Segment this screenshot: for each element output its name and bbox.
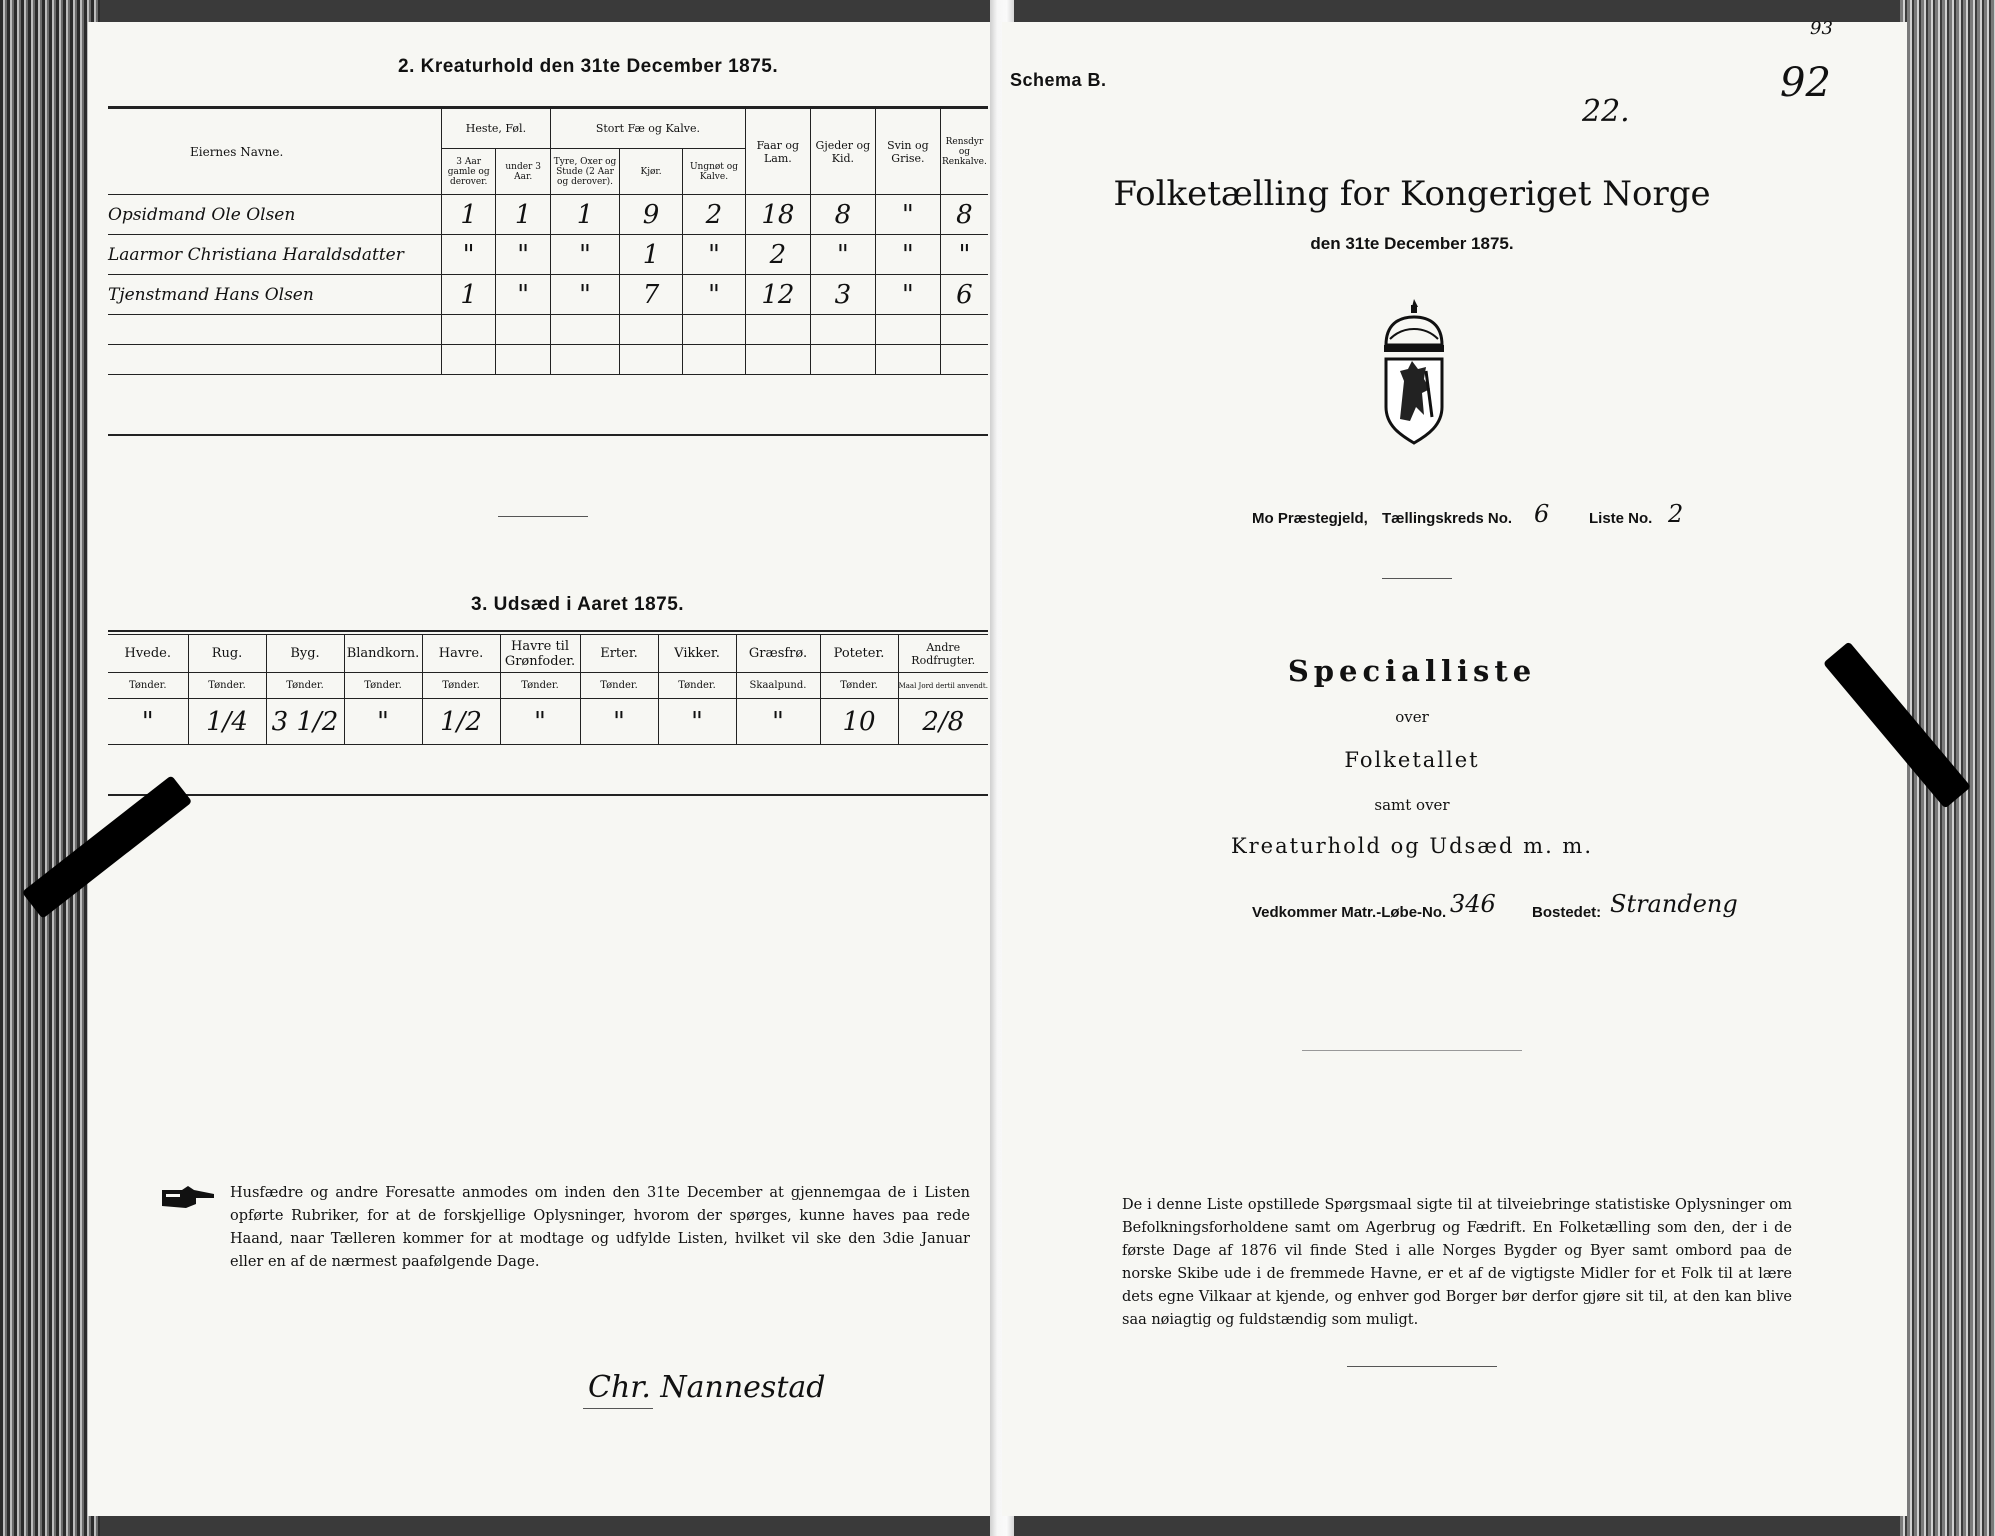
crop-label: Poteter. [820, 635, 898, 673]
table-row [108, 235, 988, 275]
cell-h2: " [496, 275, 551, 315]
cell-svin: " [875, 235, 940, 275]
page-number-corner: 92 [1780, 60, 1831, 106]
owner-name: Tjenstmand Hans Olsen [108, 275, 441, 315]
table-row-empty [108, 345, 988, 375]
crop-value: 2/8 [898, 699, 988, 745]
crop-value: " [736, 699, 820, 745]
cell-gjeder: " [810, 235, 875, 275]
bottom-rule [1347, 1366, 1497, 1367]
kreds-value: 6 [1534, 500, 1550, 528]
page-number-handwritten: 22. [1582, 94, 1630, 129]
crop-value: " [344, 699, 422, 745]
fae-sub-3: Ungnøt og Kalve. [683, 149, 746, 195]
cell-s1: " [550, 275, 619, 315]
cell-gjeder: 3 [810, 275, 875, 315]
cell-rensdyr: 6 [940, 275, 988, 315]
cell-h1: 1 [441, 275, 496, 315]
faint-rule [1302, 1050, 1522, 1051]
page-number-corner-small: 93 [1810, 18, 1833, 39]
owner-header: Eiernes Navne. [108, 109, 441, 195]
crop-unit: Maal Jord dertil anvendt. [898, 673, 988, 699]
book-edge-left [0, 0, 100, 1536]
cell-s2: 7 [620, 275, 683, 315]
cell-s3: 2 [683, 195, 746, 235]
cell-s2: 1 [620, 235, 683, 275]
cell-s3: " [683, 275, 746, 315]
signature: Chr. Nannestad [588, 1370, 826, 1405]
crop-label: Havre. [422, 635, 500, 673]
crop-unit: Tønder. [820, 673, 898, 699]
folketallet-label: Folketallet [1344, 748, 1480, 772]
left-page [88, 22, 998, 1516]
stort-fae-header: Stort Fæ og Kalve. [550, 109, 745, 149]
crop-unit: Tønder. [188, 673, 266, 699]
cell-faar: 18 [745, 195, 810, 235]
notice-text: Husfædre og andre Foresatte anmodes om inden den 31te December at gjennemgaa de i Listen opførte Rubriker, for at de forskjellige Oplysninger, hvorom der spørges, kunne haves paa rede Haand, naar Tælleren kommer for at modtage og udfylde Listen, hvilket vil ske den 3die Januar eller en af de nærmest paafølgende Dage. [230, 1185, 970, 1270]
census-title: Folketælling for Kongeriget Norge [1113, 174, 1711, 214]
crop-unit: Tønder. [580, 673, 658, 699]
signature-rule [583, 1408, 653, 1409]
crop-unit: Tønder. [658, 673, 736, 699]
cell-rensdyr: 8 [940, 195, 988, 235]
udsaed-label-row [108, 635, 988, 673]
liste-value: 2 [1668, 500, 1684, 528]
census-date: den 31te December 1875. [1310, 234, 1514, 253]
crop-label: Byg. [266, 635, 344, 673]
heste-header: Heste, Føl. [441, 109, 550, 149]
crop-label: Hvede. [108, 635, 188, 673]
separator-short [498, 516, 588, 517]
crop-unit: Tønder. [266, 673, 344, 699]
separator-rule [1382, 578, 1452, 579]
crop-value: 3 1/2 [266, 699, 344, 745]
kreaturhold-label: Kreaturhold og Udsæd m. m. [1230, 834, 1594, 858]
table-bottom-rule [108, 434, 988, 436]
specialliste-title: Specialliste [1287, 654, 1537, 688]
crop-value: " [500, 699, 580, 745]
cell-h2: 1 [496, 195, 551, 235]
cell-svin: " [875, 275, 940, 315]
coat-of-arms-icon [1378, 297, 1450, 445]
crop-label: Andre Rodfrugter. [898, 635, 988, 673]
crop-value: " [580, 699, 658, 745]
crop-value: " [108, 699, 188, 745]
cell-gjeder: 8 [810, 195, 875, 235]
owner-name: Opsidmand Ole Olsen [108, 195, 441, 235]
matr-value: 346 [1450, 890, 1496, 918]
heste-sub-1: 3 Aar gamle og derover. [441, 149, 496, 195]
crop-unit: Tønder. [500, 673, 580, 699]
section2-title: 2. Kreaturhold den 31te December 1875. [398, 56, 779, 77]
cell-rensdyr: " [940, 235, 988, 275]
liste-label: Liste No. [1589, 510, 1653, 527]
svin-header: Svin og Grise. [875, 109, 940, 195]
udsaed-top-rule [108, 630, 988, 632]
heste-sub-2: under 3 Aar. [496, 149, 551, 195]
udsaed-bottom-rule [108, 794, 988, 796]
crop-value: 1/2 [422, 699, 500, 745]
crop-label: Havre til Grønfoder. [500, 635, 580, 673]
crop-value: 10 [820, 699, 898, 745]
right-page [1002, 18, 1907, 1516]
crop-unit: Tønder. [108, 673, 188, 699]
cell-s3: " [683, 235, 746, 275]
crop-label: Rug. [188, 635, 266, 673]
table-row-empty [108, 315, 988, 345]
udsaed-unit-row [108, 673, 988, 699]
cell-faar: 2 [745, 235, 810, 275]
fae-sub-2: Kjør. [620, 149, 683, 195]
gjeder-header: Gjeder og Kid. [810, 109, 875, 195]
schema-label: Schema B. [1010, 70, 1107, 90]
prestegjeld-label: Mo Præstegjeld, [1252, 510, 1368, 527]
faar-header: Faar og Lam. [745, 109, 810, 195]
cell-h1: 1 [441, 195, 496, 235]
crop-unit: Tønder. [344, 673, 422, 699]
cell-s2: 9 [620, 195, 683, 235]
pointing-hand-icon [160, 1184, 216, 1210]
kreds-label: Tællingskreds No. [1382, 510, 1513, 527]
cell-h1: " [441, 235, 496, 275]
crop-label: Erter. [580, 635, 658, 673]
crop-value: " [658, 699, 736, 745]
crop-label: Vikker. [658, 635, 736, 673]
cell-h2: " [496, 235, 551, 275]
table-row [108, 195, 988, 235]
cell-s1: " [550, 235, 619, 275]
bosted-label: Bostedet: [1532, 904, 1602, 921]
fae-sub-1: Tyre, Oxer og Stude (2 Aar og derover). [550, 149, 619, 195]
rensdyr-header: Rensdyr og Renkalve. [940, 109, 988, 195]
cell-svin: " [875, 195, 940, 235]
table-row [108, 275, 988, 315]
bosted-value: Strandeng [1610, 890, 1738, 918]
udsaed-value-row [108, 699, 988, 745]
crop-label: Græsfrø. [736, 635, 820, 673]
over-label: over [1395, 708, 1429, 726]
info-paragraph: De i denne Liste opstillede Spørgsmaal sigte til at tilveiebringe statistiske Oplysninger om Befolkningsforholdene samt om Agerbrug og Fædrift. En Folketælling som den, der i de første Dage af 1876 vil finde Sted i alle Norges Bygder og Byer samt ombord paa de norske Skibe ude i de fremmede Havne, er et af de vigtigste Midler for et Folk til at lære dets egne Vilkaar at kjende, og enhver god Borger bør derfor gjøre sit til, at den kan blive saa nøiagtig og fuldstændig som muligt. [1122, 1197, 1792, 1328]
cell-faar: 12 [745, 275, 810, 315]
owner-name: Laarmor Christiana Haraldsdatter [108, 235, 441, 275]
crop-unit: Tønder. [422, 673, 500, 699]
section3-title: 3. Udsæd i Aaret 1875. [471, 594, 685, 615]
livestock-table [108, 108, 988, 375]
crop-label: Blandkorn. [344, 635, 422, 673]
matr-label: Vedkommer Matr.-Løbe-No. [1252, 904, 1447, 921]
crop-unit: Skaalpund. [736, 673, 820, 699]
samt-over-label: samt over [1374, 796, 1450, 814]
udsaed-table [108, 634, 988, 745]
cell-s1: 1 [550, 195, 619, 235]
crop-value: 1/4 [188, 699, 266, 745]
